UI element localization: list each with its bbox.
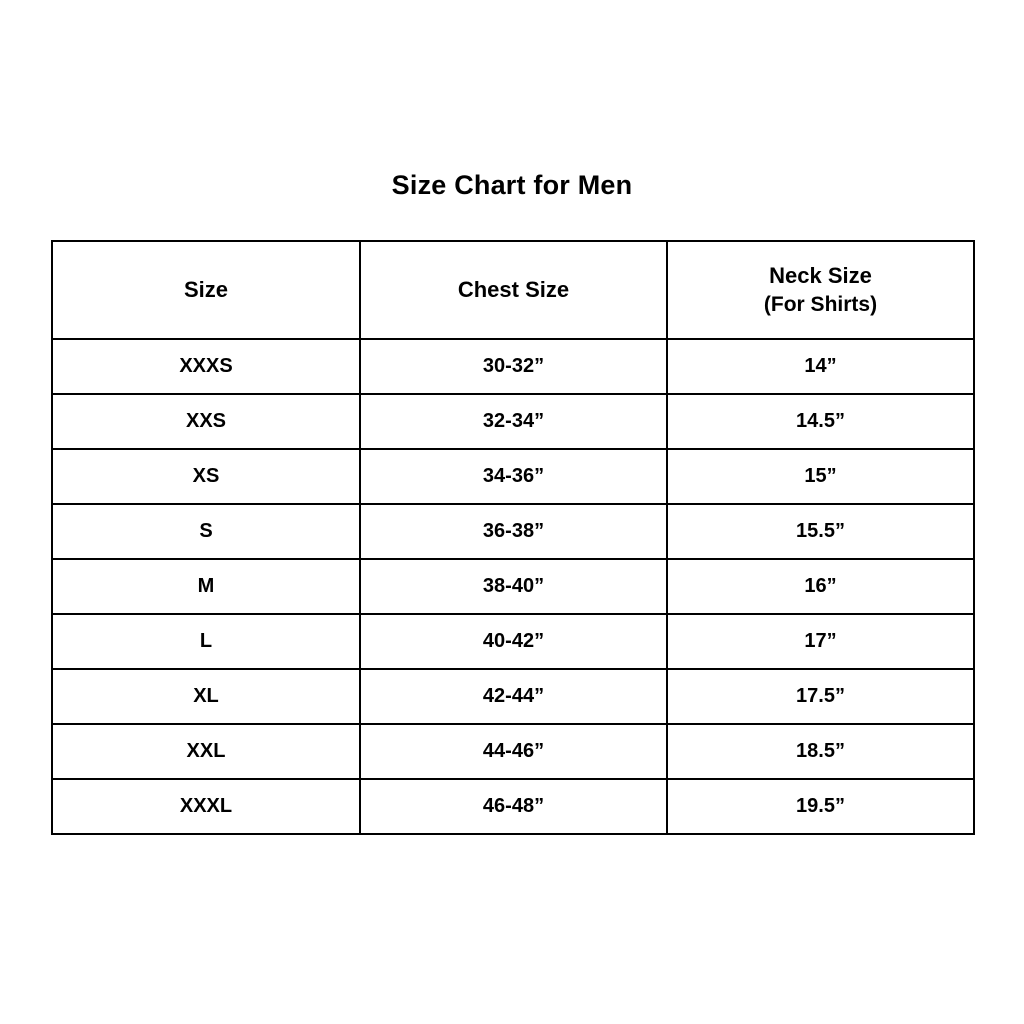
cell-size: XXL [52, 724, 360, 779]
column-header-chest [360, 241, 667, 339]
cell-chest: 38-40” [360, 559, 667, 614]
cell-chest: 30-32” [360, 339, 667, 394]
table-header [52, 241, 974, 339]
column-header-size [52, 241, 360, 339]
table-row [52, 779, 974, 834]
table-body [52, 339, 974, 834]
table-row [52, 669, 974, 724]
cell-chest: 34-36” [360, 449, 667, 504]
cell-neck: 18.5” [667, 724, 974, 779]
table-row [52, 394, 974, 449]
column-header-neck-label: Neck Size [769, 262, 872, 288]
cell-neck: 16” [667, 559, 974, 614]
cell-size: XS [52, 449, 360, 504]
cell-chest: 40-42” [360, 614, 667, 669]
cell-chest: 32-34” [360, 394, 667, 449]
table-header-row [52, 241, 974, 339]
column-header-chest-label: Chest Size [457, 277, 570, 303]
cell-chest: 36-38” [360, 504, 667, 559]
table-row [52, 504, 974, 559]
table-row [52, 449, 974, 504]
cell-size: XL [52, 669, 360, 724]
cell-size: XXXL [52, 779, 360, 834]
column-header-neck [667, 241, 974, 339]
column-header-size-label: Size [183, 277, 229, 303]
cell-size: XXS [52, 394, 360, 449]
size-chart-table [51, 240, 975, 835]
cell-chest: 42-44” [360, 669, 667, 724]
cell-size: S [52, 504, 360, 559]
table-row [52, 614, 974, 669]
table-row [52, 559, 974, 614]
cell-size: XXXS [52, 339, 360, 394]
cell-neck: 17” [667, 614, 974, 669]
cell-chest: 44-46” [360, 724, 667, 779]
column-header-neck-sublabel: (For Shirts) [763, 292, 878, 316]
table-row [52, 339, 974, 394]
cell-size: L [52, 614, 360, 669]
cell-chest: 46-48” [360, 779, 667, 834]
table-row [52, 724, 974, 779]
cell-neck: 14.5” [667, 394, 974, 449]
cell-neck: 15” [667, 449, 974, 504]
page-title: Size Chart for Men [391, 170, 633, 200]
cell-neck: 14” [667, 339, 974, 394]
cell-neck: 15.5” [667, 504, 974, 559]
cell-size: M [52, 559, 360, 614]
cell-neck: 19.5” [667, 779, 974, 834]
cell-neck: 17.5” [667, 669, 974, 724]
